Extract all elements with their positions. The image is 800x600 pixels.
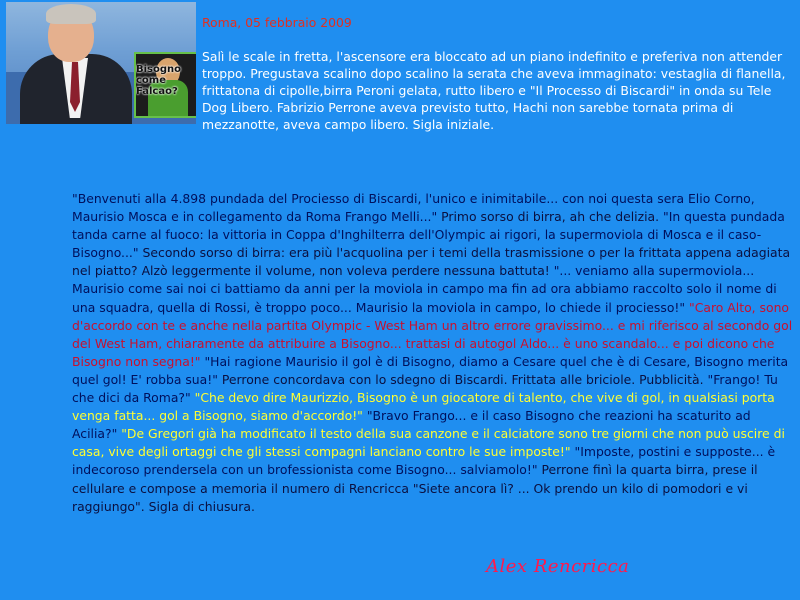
quote-acilia-question: "Bravo Frango... e il caso Bisogno che reazioni ha scaturito ad Acilia?" (72, 408, 751, 442)
quote-melli-answer: "Che devo dire Maurizzio, Bisogno è un giocatore di talento, che vive di gol, in qualsiasi porta venga fatta... gol a Bisogno, siamo d'accordo!" (72, 390, 775, 424)
inset-caption: Bisogno come Falcao? (136, 64, 182, 97)
quote-biscardi-topics: "In questa pundada tanda carne al fuoco: la vittoria in Coppa d'Inghilterra dell'Olympic ai rigori, la supermoviola di Mosca e il caso-Bisogno..." (72, 209, 785, 261)
narration-closing: Perrone finì la quarta birra, prese il cellulare e compose a memoria il numero di Rencricca "Siete ancora lì? ... Ok prendo un kilo di pomodori e vi raggiungo". Sigla di chiusura. (72, 462, 758, 514)
narration-first-sip: Primo sorso di birra, ah che delizia. (437, 209, 664, 225)
intro-block (202, 14, 796, 133)
presenter-photo (6, 2, 196, 124)
quote-supermoviola: "... veniamo alla supermoviola... Maurisio come sai noi ci battiamo da anni per la moviola in campo ma fin ad ora abbiamo raccolto solo il nome di una squadra, quella di Rossi, è troppo poco... Maurisio la moviola in campo, lo chiede il prociesso!" (72, 263, 777, 315)
article-date: Roma, 05 febbraio 2009 (202, 15, 352, 30)
author-signature: Alex Rencricca (486, 556, 630, 577)
narration-frittata: Perrone concordava con lo sdegno di Biscardi. Frittata alle briciole. Pubblicità. (217, 371, 708, 387)
quote-de-gregori: "De Gregori già ha modificato il testo della sua canzone e il calciatore sono tre giorni che non può uscire di casa, vive degli ortaggi che gli stessi compagni lanciano contro le sue imposte!" (72, 426, 785, 460)
presenter-hair (46, 4, 96, 24)
player-inset-photo (134, 52, 196, 118)
quote-frango-question: "Frango! Tu che dici da Roma?" (72, 371, 778, 406)
main-story (72, 190, 794, 516)
quote-imposte: "Imposte, postini e supposte... è indecoroso prendersela con un brofessionista come Bisogno... salviamolo!" (72, 444, 776, 478)
quote-mosca: "Caro Alto, sono d'accordo con te e anche nella partita Olympic - West Ham un altro errore gravissimo... e mi riferisco al secondo gol del West Ham, chiaramente da attribuire a Bisogno... trattasi di autogol Aldo... è uno scandalo... e poi dicono che Bisogno non segna!" (72, 299, 793, 369)
quote-biscardi-agree: "Hai ragione Maurisio il gol è di Bisogno, diamo a Cesare quel che è di Cesare, Bisogno merita quel gol! E' robba sua!" (72, 353, 789, 387)
quote-biscardi-welcome: "Benvenuti alla 4.898 pundada del Prociesso di Biscardi, l'unico e inimitabile... con noi questa sera Elio Corno, Maurisio Mosca e in collegamento da Roma Frango Melli..." (72, 191, 755, 225)
narration-second-sip: Secondo sorso di birra: era più l'acquolina per i temi della trasmissione o per la frittata appena adagiata nel piatto? Alzò leggermente il volume, non voleva perdere nessuna battuta! (72, 245, 791, 279)
intro-paragraph: Salì le scale in fretta, l'ascensore era bloccato ad un piano indefinito e preferiva non attender troppo. Pregustava scalino dopo scalino la serata che aveva immaginato: vestaglia di flanella, frittatona di cipolle,birra Peroni gelata, rutto libero e "Il Processo di Biscardi" in onda su Tele Dog Libero. Fabrizio Perrone aveva previsto tutto, Hachi non sarebbe tornata prima di mezzanotte, aveva campo libero. Sigla iniziale. (202, 49, 786, 132)
